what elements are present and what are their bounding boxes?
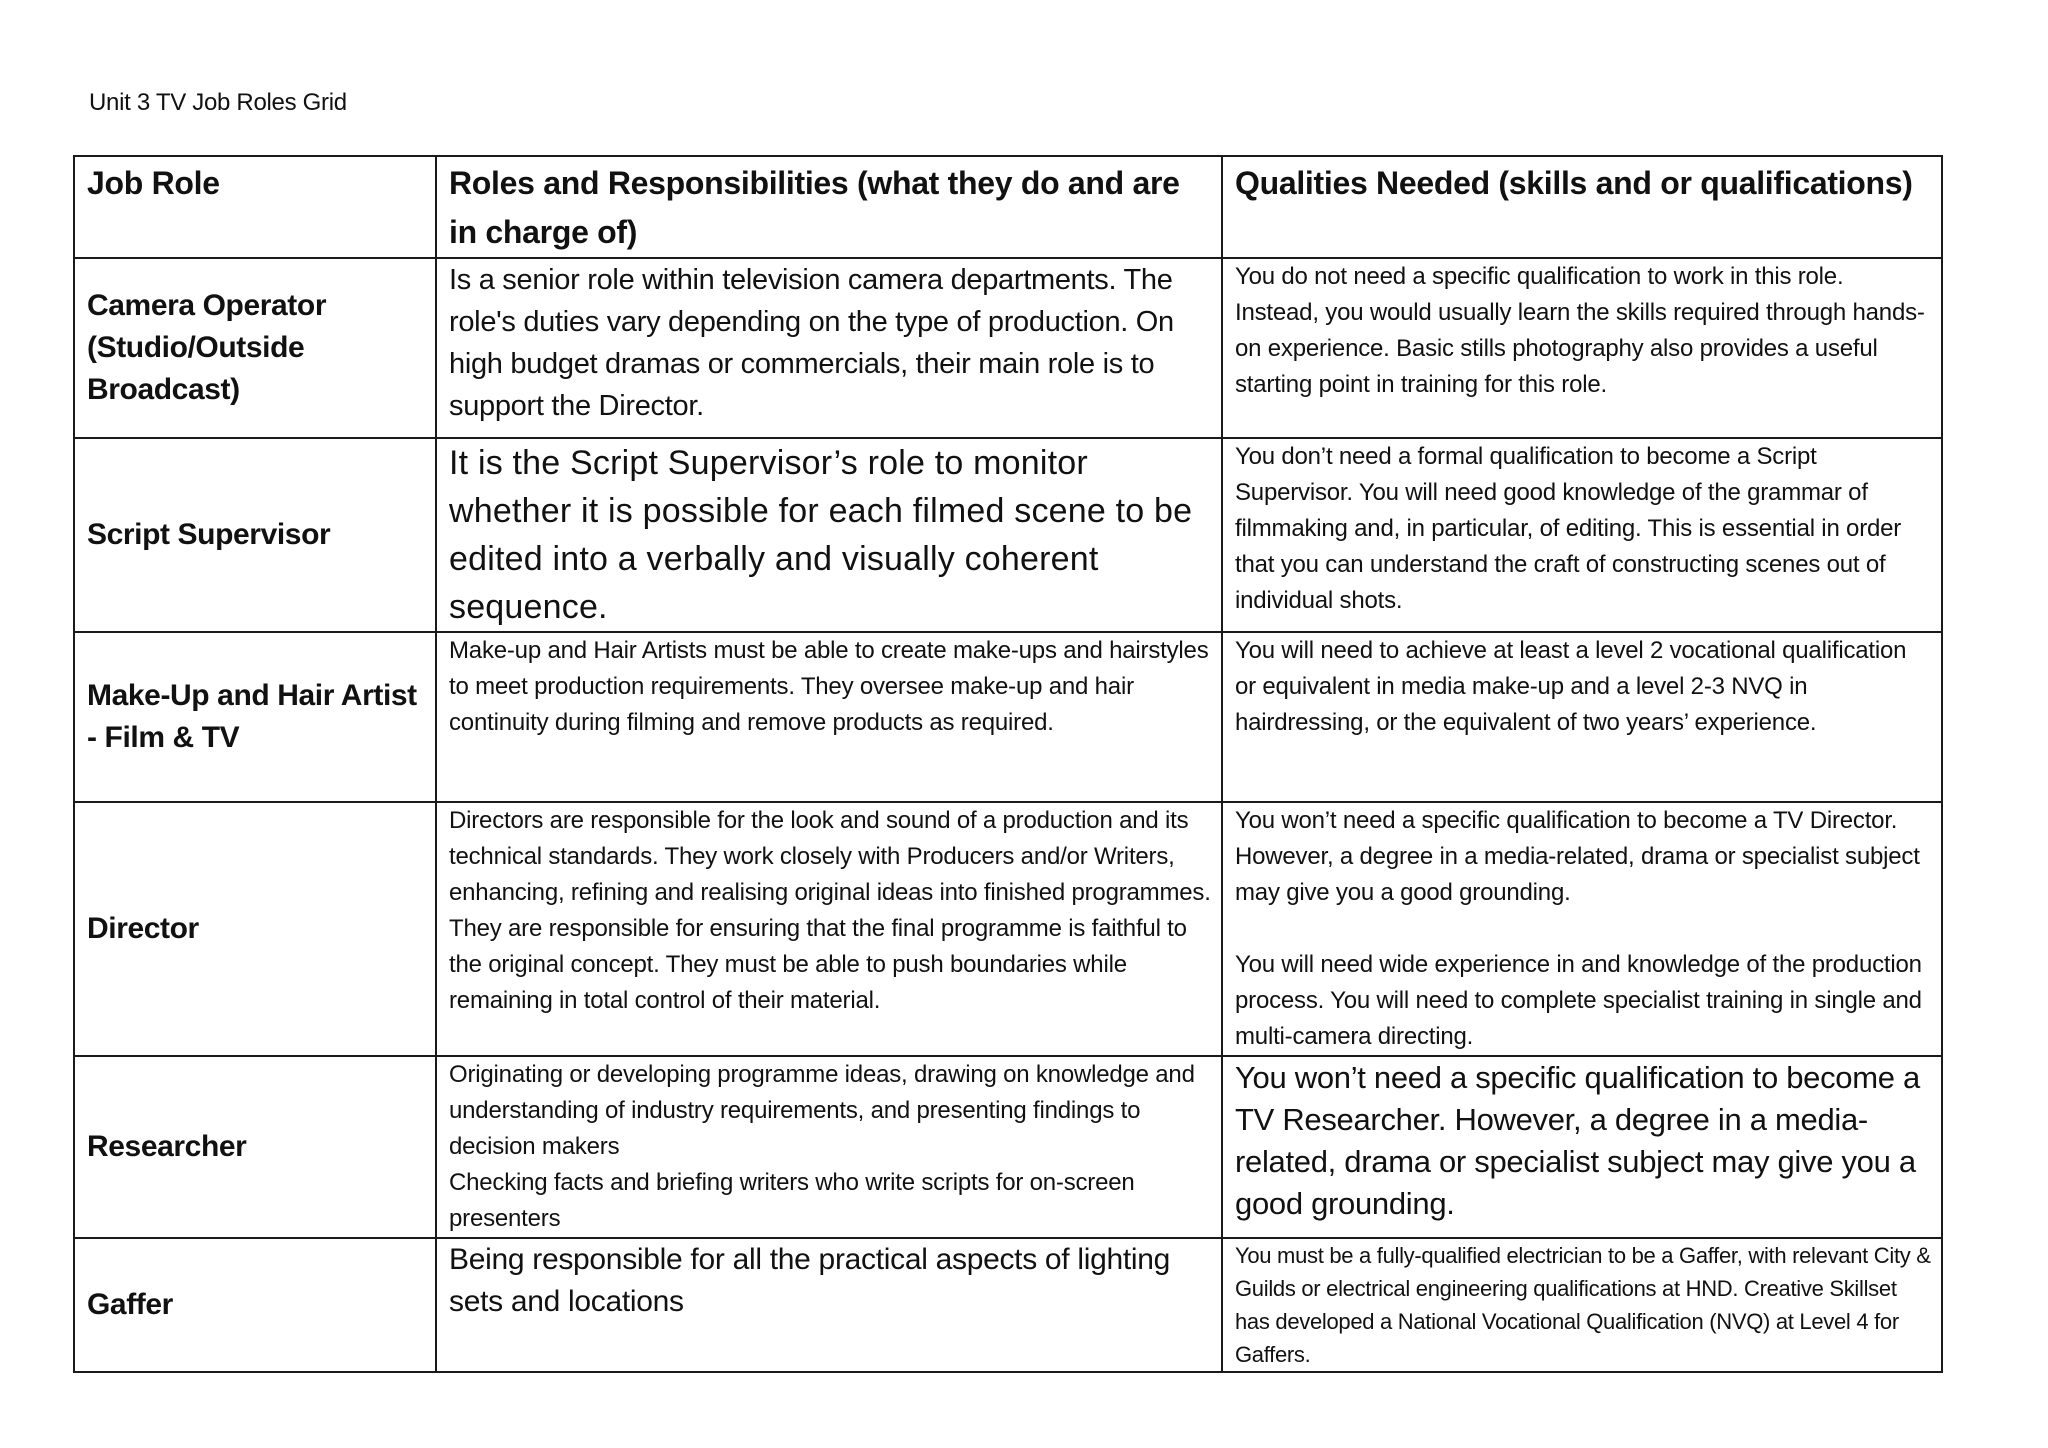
responsibilities-cell: Being responsible for all the practical aspects of lighting sets and locations [436, 1238, 1222, 1372]
table-row [74, 1056, 1942, 1238]
table-header-row [74, 156, 1942, 258]
job-role-cell: Gaffer [74, 1238, 436, 1372]
responsibilities-cell: Is a senior role within television camera departments. The role's duties vary depending on the type of production. On high budget dramas or commercials, their main role is to support the Director. [436, 258, 1222, 438]
responsibilities-cell [436, 1056, 1222, 1238]
table-row [74, 802, 1942, 1056]
qualities-paragraph: You won’t need a specific qualification to become a TV Director. However, a degree in a media-related, drama or specialist subject may give you a good grounding. [1235, 807, 1920, 906]
responsibilities-cell: Directors are responsible for the look and sound of a production and its technical standards. They work closely with Producers and/or Writers, enhancing, refining and realising original ideas into finished programmes. They are responsible for ensuring that the final programme is faithful to the original concept. They must be able to push boundaries while remaining in total control of their material. [436, 802, 1222, 1056]
job-role-cell: Script Supervisor [74, 438, 436, 632]
table-row [74, 438, 1942, 632]
responsibilities-paragraph: Checking facts and briefing writers who write scripts for on-screen presenters [449, 1169, 1135, 1232]
qualities-cell: You won’t need a specific qualification to become a TV Researcher. However, a degree in a media-related, drama or specialist subject may give you a good grounding. [1222, 1056, 1942, 1238]
job-role-cell: Director [74, 802, 436, 1056]
document-title: Unit 3 TV Job Roles Grid [89, 89, 347, 116]
header-job-role: Job Role [74, 156, 436, 258]
qualities-cell: You must be a fully-qualified electrician to be a Gaffer, with relevant City & Guilds or electrical engineering qualifications at HND. Creative Skillset has developed a National Vocational Qualification (NVQ) at Level 4 for Gaffers. [1222, 1238, 1942, 1372]
qualities-cell [1222, 802, 1942, 1056]
job-role-cell: Make-Up and Hair Artist - Film & TV [74, 632, 436, 802]
qualities-cell: You don’t need a formal qualification to become a Script Supervisor. You will need good knowledge of the grammar of filmmaking and, in particular, of editing. This is essential in order that you can understand the craft of constructing scenes out of individual shots. [1222, 438, 1942, 632]
table-row [74, 1238, 1942, 1372]
qualities-cell: You do not need a specific qualification to work in this role. Instead, you would usually learn the skills required through hands-on experience. Basic stills photography also provides a useful starting point in training for this role. [1222, 258, 1942, 438]
qualities-paragraph: You will need wide experience in and knowledge of the production process. You will need to complete specialist training in single and multi-camera directing. [1235, 951, 1922, 1050]
job-role-cell: Researcher [74, 1056, 436, 1238]
table-row [74, 632, 1942, 802]
qualities-cell: You will need to achieve at least a level 2 vocational qualification or equivalent in media make-up and a level 2-3 NVQ in hairdressing, or the equivalent of two years’ experience. [1222, 632, 1942, 802]
table-row [74, 258, 1942, 438]
job-role-cell: Camera Operator (Studio/Outside Broadcast) [74, 258, 436, 438]
responsibilities-cell: Make-up and Hair Artists must be able to create make-ups and hairstyles to meet production requirements. They oversee make-up and hair continuity during filming and remove products as required. [436, 632, 1222, 802]
responsibilities-paragraph: Originating or developing programme ideas, drawing on knowledge and understanding of industry requirements, and presenting findings to decision makers [449, 1061, 1195, 1160]
header-roles-responsibilities: Roles and Responsibilities (what they do and are in charge of) [436, 156, 1222, 258]
job-roles-table [73, 155, 1943, 1373]
header-qualities-needed: Qualities Needed (skills and or qualifications) [1222, 156, 1942, 258]
responsibilities-cell: It is the Script Supervisor’s role to monitor whether it is possible for each filmed scene to be edited into a verbally and visually coherent sequence. [436, 438, 1222, 632]
